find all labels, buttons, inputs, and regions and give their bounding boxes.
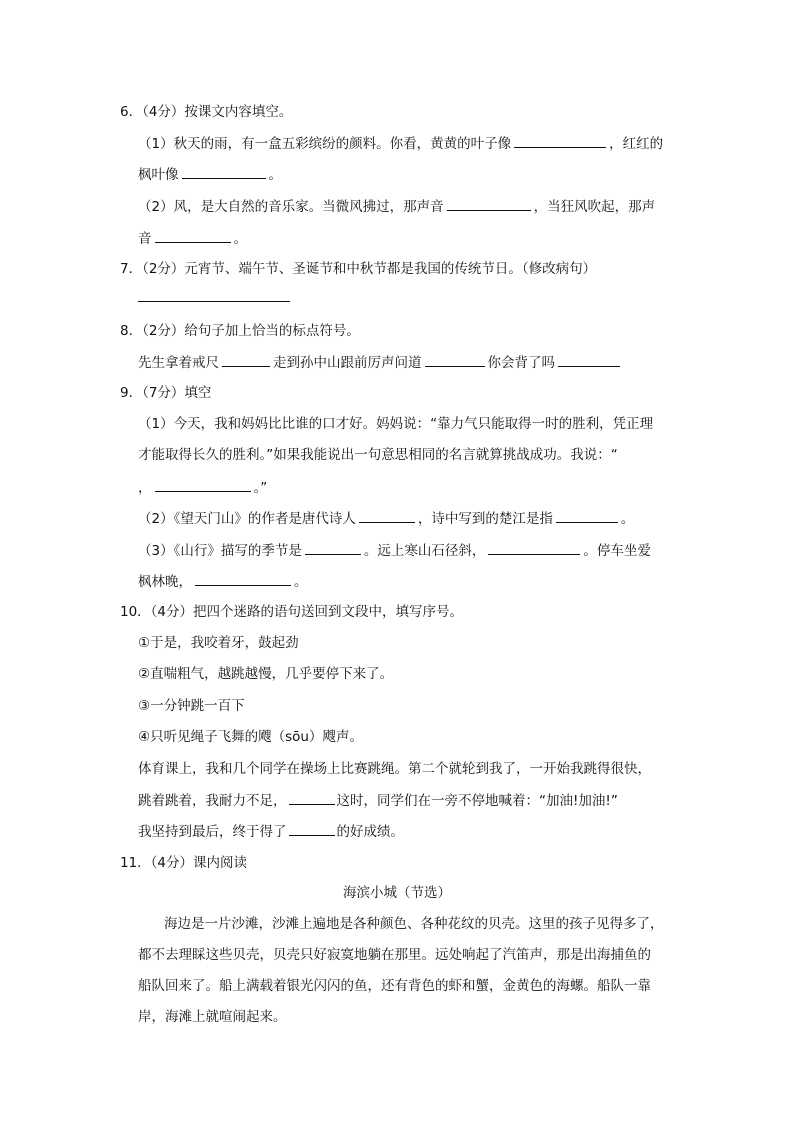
q6-blank-1[interactable] bbox=[514, 133, 606, 148]
q7-answer-line bbox=[138, 287, 290, 308]
q6-s2-text-a: （2）风，是大自然的音乐家。当微风拂过，那声音 bbox=[138, 199, 444, 215]
q9-s3-text-c: 。停车坐爱 bbox=[583, 543, 651, 559]
q8-text-b: 走到孙中山跟前厉声问道 bbox=[273, 355, 422, 371]
q6-heading: 6．（4分）按课文内容填空。 bbox=[120, 104, 293, 120]
q9-blank-5[interactable] bbox=[488, 540, 580, 555]
q7-blank[interactable] bbox=[138, 287, 290, 302]
q9-s3-text-a: （3）《山行》描写的季节是 bbox=[138, 543, 302, 559]
q10-option-2: ②直喘粗气，越跳越慢，几乎要停下来了。 bbox=[138, 666, 394, 682]
q6-sentence-2-line-2 bbox=[138, 228, 247, 249]
q9-s3-text-d: 枫林晚， bbox=[138, 574, 192, 590]
q9-blank-6[interactable] bbox=[195, 571, 291, 586]
q6-s1-text-b: ，红红的 bbox=[609, 136, 664, 152]
q9-s2-text-a: （2）《望天门山》的作者是唐代诗人 bbox=[138, 511, 356, 527]
q8-blank-1[interactable] bbox=[222, 352, 270, 367]
q8-text-c: 你会背了吗 bbox=[487, 355, 555, 371]
q6-blank-2[interactable] bbox=[182, 164, 266, 179]
q6-s1-text-a: （1）秋天的雨，有一盒五彩缤纷的颜料。你看，黄黄的叶子像 bbox=[138, 136, 512, 152]
q6-sentence-1-line-2 bbox=[138, 164, 282, 185]
q6-s1-text-c: 枫叶像 bbox=[138, 167, 179, 183]
q6-s2-text-c: 音 bbox=[138, 231, 152, 247]
q10-option-4: ④只听见绳子飞舞的飕（sōu）飕声。 bbox=[138, 729, 363, 745]
q8-sentence bbox=[138, 352, 623, 373]
q10-passage-text-d: 的好成绩。 bbox=[336, 824, 404, 840]
q8-blank-3[interactable] bbox=[558, 352, 620, 367]
q6-blank-4[interactable] bbox=[155, 228, 231, 243]
q9-blank-2[interactable] bbox=[359, 508, 415, 523]
passage-line-3: 船队回来了。船上满载着银光闪闪的鱼，还有背色的虾和蟹，金黄色的海螺。船队一靠 bbox=[138, 978, 651, 994]
q7-heading: 7．（2分）元宵节、端午节、圣诞节和中秋节都是我国的传统节日。（修改病句） bbox=[120, 261, 597, 277]
q9-s3-line-1 bbox=[138, 540, 651, 561]
q9-blank-3[interactable] bbox=[556, 508, 618, 523]
q9-s1-line-1: （1）今天，我和妈妈比比谁的口才好。妈妈说：“靠力气只能取得一时的胜利，凭正理 bbox=[138, 416, 654, 432]
q9-s3-text-b: 。远上寒山石径斜， bbox=[363, 543, 486, 559]
q6-sentence-1-line-1 bbox=[138, 133, 663, 154]
q10-passage-line-3 bbox=[138, 821, 404, 842]
q8-blank-2[interactable] bbox=[425, 352, 485, 367]
q10-passage-line-2 bbox=[138, 790, 618, 811]
q8-heading: 8．（2分）给句子加上恰当的标点符号。 bbox=[120, 323, 360, 339]
q8-text-a: 先生拿着戒尺 bbox=[138, 355, 219, 371]
q6-sentence-2-line-1 bbox=[138, 196, 655, 217]
q6-s2-text-d: 。 bbox=[233, 231, 247, 247]
q6-s1-text-d: 。 bbox=[268, 167, 282, 183]
q9-s2-text-c: 。 bbox=[620, 511, 635, 527]
passage-line-1: 海边是一片沙滩，沙滩上遍地是各种颜色、各种花纹的贝壳。这里的孩子见得多了， bbox=[164, 916, 664, 932]
q9-blank-1[interactable] bbox=[155, 477, 251, 492]
q10-heading: 10．（4分）把四个迷路的语句送回到文段中，填写序号。 bbox=[120, 604, 464, 620]
q9-s2-line bbox=[138, 508, 634, 529]
q10-blank-2[interactable] bbox=[289, 821, 335, 836]
q9-heading: 9．（7分）填空 bbox=[120, 385, 212, 401]
passage-line-4: 岸，海滩上就喧闹起来。 bbox=[138, 1009, 287, 1025]
q10-option-1: ①于是，我咬着牙，鼓起劲 bbox=[138, 635, 299, 651]
q6-s2-text-b: ，当狂风吹起，那声 bbox=[533, 199, 656, 215]
q10-passage-text-a: 跳着跳着，我耐力不足， bbox=[138, 793, 287, 809]
q10-passage-text-c: 我坚持到最后，终于得了 bbox=[138, 824, 287, 840]
passage-line-2: 都不去理睬这些贝壳，贝壳只好寂寞地躺在那里。远处响起了汽笛声，那是出海捕鱼的 bbox=[138, 947, 651, 963]
q9-s2-text-b: ，诗中写到的楚江是指 bbox=[417, 511, 553, 527]
q9-s1-text-c: ， bbox=[138, 480, 152, 496]
q10-passage-line-1: 体育课上，我和几个同学在操场上比赛跳绳。第二个就轮到我了，一开始我跳得很快， bbox=[138, 761, 651, 777]
q9-s3-line-2 bbox=[138, 571, 308, 592]
q10-option-3: ③一分钟跳一百下 bbox=[138, 698, 245, 714]
passage-title: 海滨小城（节选） bbox=[343, 885, 451, 901]
q9-s1-line-2: 才能取得长久的胜利。”如果我能说出一句意思相同的名言就算挑战成功。我说：“ bbox=[138, 447, 618, 463]
q9-s1-text-d: 。” bbox=[253, 480, 268, 496]
q9-s1-line-3 bbox=[138, 477, 267, 498]
q10-blank-1[interactable] bbox=[289, 790, 335, 805]
q9-s3-text-e: 。 bbox=[294, 574, 308, 590]
q6-blank-3[interactable] bbox=[447, 196, 531, 211]
q9-blank-4[interactable] bbox=[305, 540, 361, 555]
q10-passage-text-b: 这时，同学们在一旁不停地喊着：“加油!加油!” bbox=[336, 793, 618, 809]
q11-heading: 11．（4分）课内阅读 bbox=[120, 855, 248, 871]
